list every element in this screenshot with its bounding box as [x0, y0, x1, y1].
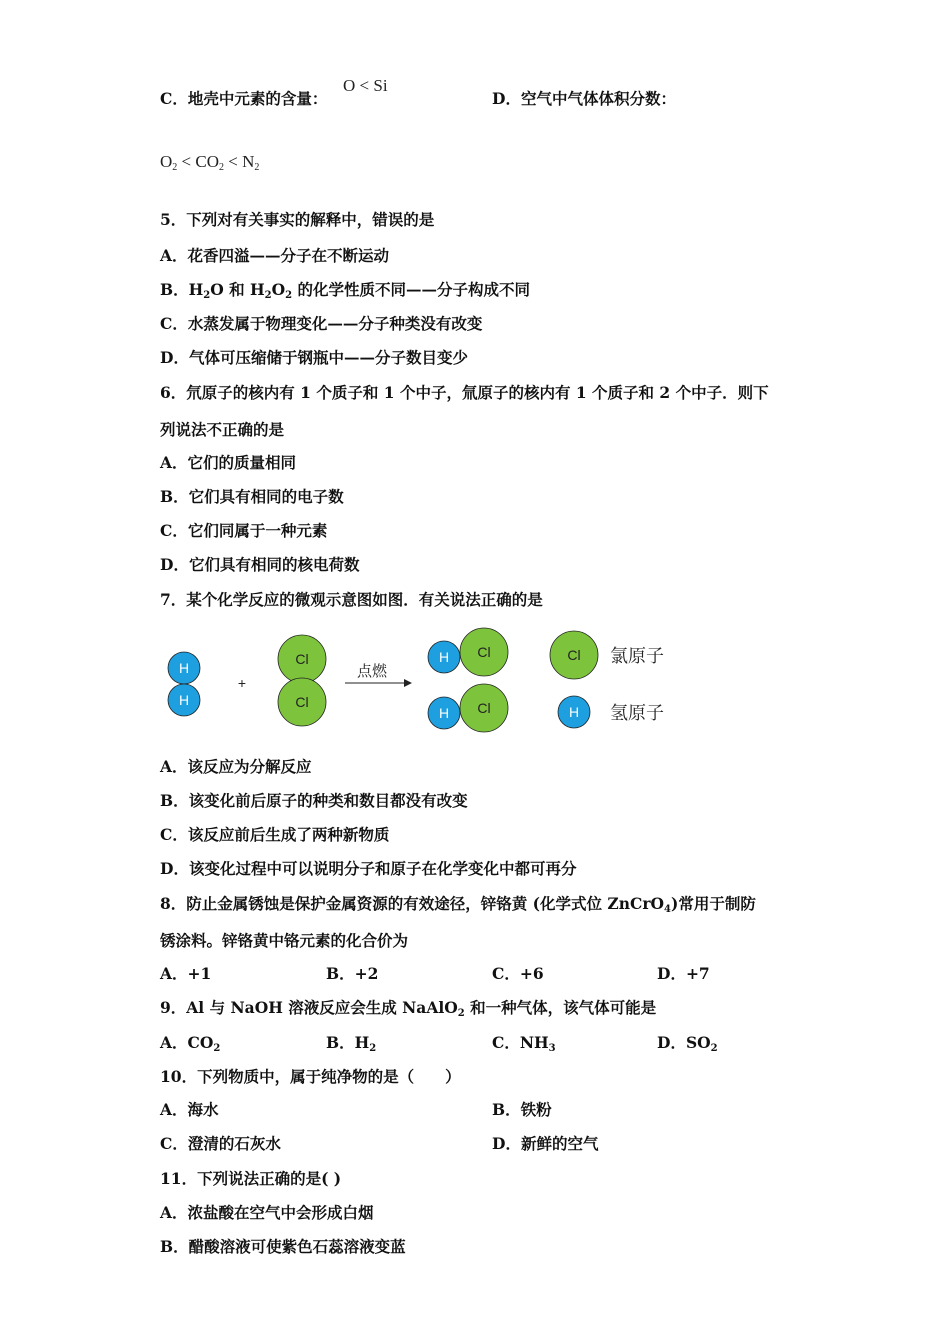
q6-stem-line1: 6．氘原子的核内有 1 个质子和 1 个中子，氚原子的核内有 1 个质子和 2 个中子．则下 [160, 383, 769, 402]
q10-option-c: C．澄清的石灰水 [160, 1134, 281, 1153]
svg-text:H: H [178, 692, 190, 708]
reaction-condition: 点燃 [356, 662, 388, 680]
q11-option-b: B．醋酸溶液可使紫色石蕊溶液变蓝 [160, 1237, 406, 1256]
svg-text:Cl: Cl [477, 700, 491, 716]
q9-option-b: B．$H_2$ [326, 1033, 377, 1054]
svg-text:H: H [438, 705, 450, 721]
q4-option-d-formula: $O_2 < CO_2 < N_2$ [160, 152, 260, 173]
q6-option-b: B．它们具有相同的电子数 [160, 487, 344, 506]
q9-option-a: A．$CO_2$ [160, 1033, 221, 1054]
q5-option-b: B．$H_2O$ 和 $H_2O_2$ 的化学性质不同——分子构成不同 [160, 280, 531, 301]
svg-text:氯原子: 氯原子 [610, 646, 664, 666]
q6-option-c: C．它们同属于一种元素 [160, 521, 328, 540]
q4-option-c-label: C．地壳中元素的含量： [160, 89, 328, 108]
svg-text:Cl: Cl [477, 644, 491, 660]
q4-option-c-formula: O < Si [343, 76, 388, 95]
q11-stem: 11．下列说法正确的是( ) [160, 1169, 342, 1188]
svg-text:Cl: Cl [295, 651, 309, 667]
svg-text:Cl: Cl [295, 694, 309, 710]
q7-option-a: A．该反应为分解反应 [160, 757, 312, 776]
reactant-h2-molecule [168, 652, 200, 716]
q5-option-d: D．气体可压缩储于钢瓶中——分子数目变少 [160, 348, 468, 367]
product-hcl-molecule [428, 684, 508, 732]
q8-option-b: B．+2 [326, 964, 379, 983]
svg-text:氢原子: 氢原子 [610, 703, 664, 723]
svg-text:Cl: Cl [567, 647, 581, 663]
q10-option-d: D．新鲜的空气 [492, 1134, 599, 1153]
q9-option-d: D．$SO_2$ [657, 1033, 718, 1054]
q8-option-c: C．+6 [492, 964, 544, 983]
q7-option-d: D．该变化过程中可以说明分子和原子在化学变化中都可再分 [160, 859, 577, 878]
reaction-diagram [150, 620, 710, 740]
q6-option-a: A．它们的质量相同 [160, 453, 297, 472]
q5-option-c: C．水蒸发属于物理变化——分子种类没有改变 [160, 314, 483, 333]
q7-option-c: C．该反应前后生成了两种新物质 [160, 825, 390, 844]
legend-hydrogen [558, 696, 664, 728]
svg-text:H: H [568, 704, 580, 720]
q7-stem: 7．某个化学反应的微观示意图如图．有关说法正确的是 [160, 590, 543, 609]
q5-stem: 5．下列对有关事实的解释中，错误的是 [160, 210, 435, 229]
q8-stem-line2: 锈涂料。锌铬黄中铬元素的化合价为 [160, 931, 409, 950]
q10-stem: 10．下列物质中，属于纯净物的是（ ） [160, 1067, 461, 1086]
q9-option-c: C．$NH_3$ [492, 1033, 556, 1054]
q5-option-a: A．花香四溢——分子在不断运动 [160, 246, 390, 265]
plus-sign: + [237, 675, 247, 691]
product-hcl-molecule [428, 628, 508, 676]
svg-text:H: H [438, 649, 450, 665]
q8-stem-line1: 8．防止金属锈蚀是保护金属资源的有效途径，锌铬黄 (化学式位 ZnCrO$_4$)常用于制防 [160, 894, 756, 915]
q11-option-a: A．浓盐酸在空气中会形成白烟 [160, 1203, 374, 1222]
legend-chlorine [550, 631, 664, 679]
q8-option-a: A．+1 [160, 964, 212, 983]
q6-stem-line2: 列说法不正确的是 [160, 420, 285, 439]
q4-option-d-label: D．空气中气体体积分数： [492, 89, 676, 108]
q9-stem: 9．Al 与 NaOH 溶液反应会生成 NaAlO$_2$ 和一种气体，该气体可能是 [160, 998, 657, 1019]
arrow-head-icon [404, 679, 412, 687]
q6-option-d: D．它们具有相同的核电荷数 [160, 555, 360, 574]
q7-option-b: B．该变化前后原子的种类和数目都没有改变 [160, 791, 468, 810]
svg-text:H: H [178, 660, 190, 676]
reactant-cl2-molecule [278, 635, 326, 726]
q10-option-b: B．铁粉 [492, 1100, 552, 1119]
q10-option-a: A．海水 [160, 1100, 219, 1119]
q8-option-d: D．+7 [657, 964, 710, 983]
